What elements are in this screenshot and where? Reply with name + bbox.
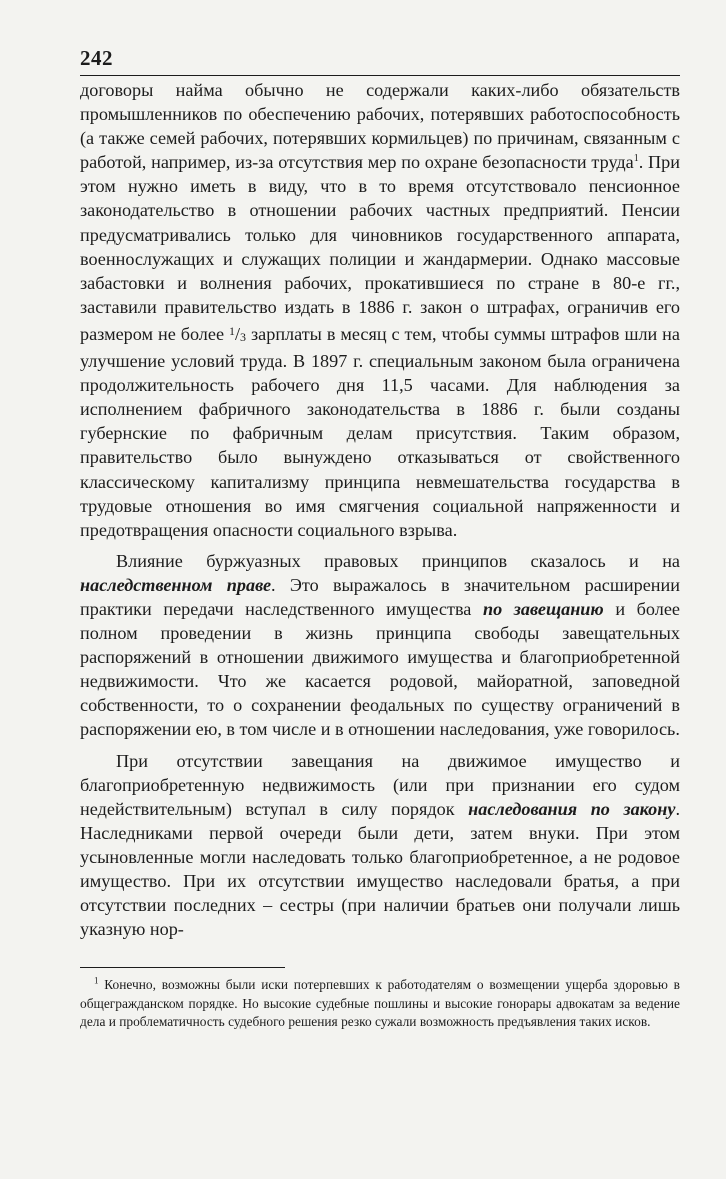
header-rule	[80, 75, 680, 76]
emphasis-term: наследственном праве	[80, 574, 272, 595]
page-number: 242	[80, 46, 113, 70]
footnote-marker: 1	[94, 975, 99, 986]
footnote	[80, 976, 680, 1032]
paragraph-3: При отсутствии завещания на движимое имущество и благоприобретенную недвижимость (или при признании его судом недействительным) вступал в силу порядок наследования по закону. Наследниками первой очереди были дети, затем внуки. При этом усыновленные могли наследовать только благоприобретенное, а не родовое имущество. При их отсутствии имущество наследовали братья, а при отсутствии последних – сестры (при наличии братьев они получали лишь указную нор-	[80, 750, 680, 940]
emphasis-term: по завещанию	[482, 598, 604, 619]
fraction: $^1$/3	[228, 323, 247, 344]
footnote-rule	[80, 967, 285, 968]
footnote-reference: 1	[633, 153, 639, 165]
body-text	[80, 78, 680, 941]
paragraph-1: договоры найма обычно не содержали каких-либо обязательств промышленников по обеспечению рабочих, потерявших работоспособность (а также семей рабочих, потерявших кормильцев) по причинам, связанным с работой, например, из-за отсутствия мер по охране безопасности труда$^1$. При этом нужно иметь в виду, что в то время отсутствовало пенсионное законодательство в отношении рабочих частных предприятий. Пенсии предусматривались только для чиновников государственного аппарата, военнослужащих и служащих полиции и жандармерии. Однако массовые забастовки и волнения рабочих, прокатившиеся по стране в 80-е гг., заставили правительство издать в 1886 г. закон о штрафах, ограничив его размером не более $^1$/3 зарплаты в месяц с тем, чтобы суммы штрафов шли на улучшение условий труда. В 1897 г. специальным законом была ограничена продолжительность рабочего дня 11,5 часами. Для наблюдения за исполнением фабричного законодательства в 1886 г. были созданы губернские по фабричным делам присутствия. Таким образом, правительство было вынуждено отказываться от свойственного классическому капитализму принципа невмешательства государства в трудовые отношения во имя смягчения социальной напряженности и предотвращения опасности социального взрыва.	[80, 80, 680, 540]
emphasis-term: наследования по закону	[468, 798, 676, 819]
footnote-text: Конечно, возможны были иски потерпевших к работодателям о возмещении ущерба здоровью в общегражданском порядке. Но высокие судебные пошлины и высокие гонорары адвокатам за ведение дела и проблематичность судебного решения резко сужали возможность предъявления таких исков.	[80, 977, 680, 1030]
paragraph-2: Влияние буржуазных правовых принципов сказалось и на наследственном праве. Это выражалось в значительном расширении практики передачи наследственного имущества по завещанию и более полном проведении в жизнь принципа свободы завещательных распоряжений в отношении движимого имущества и благоприобретенной недвижимости. Что же касается родовой, майоратной, заповедной собственности, то о сохранении феодальных по существу ограничений в распоряжении ею, в том числе и в отношении наследования, уже говорилось.	[80, 550, 680, 740]
book-page	[80, 44, 680, 1032]
